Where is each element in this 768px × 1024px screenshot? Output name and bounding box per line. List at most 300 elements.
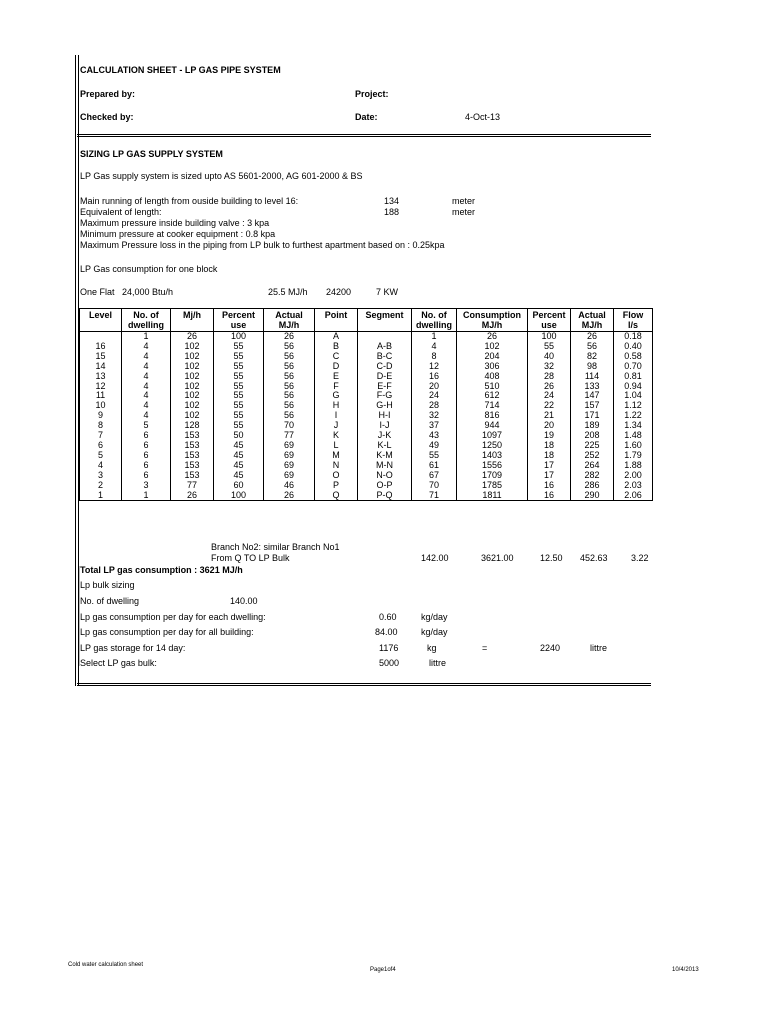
column-header xyxy=(171,309,214,332)
branch-line2: From Q TO LP Bulk xyxy=(211,553,290,563)
main-run-unit: meter xyxy=(452,196,476,206)
table-cell: E-F xyxy=(358,382,412,392)
table-cell: 67 xyxy=(412,471,457,481)
column-header xyxy=(264,309,315,332)
table-cell: 9 xyxy=(80,411,122,421)
table-cell: 20 xyxy=(528,421,571,431)
table-cell: 18 xyxy=(528,441,571,451)
table-cell: P xyxy=(315,481,358,491)
table-cell: 100 xyxy=(528,332,571,342)
table-cell: 171 xyxy=(571,411,614,421)
table-cell: K-M xyxy=(358,451,412,461)
date-label: Date: xyxy=(355,112,378,122)
column-header-line1: Level xyxy=(88,310,112,320)
table-cell: 55 xyxy=(214,382,264,392)
table-cell: 1.12 xyxy=(614,401,653,411)
branch-value-4: 452.63 xyxy=(580,553,608,563)
main-run-value: 134 xyxy=(384,196,400,206)
column-header-line2 xyxy=(80,320,121,330)
table-cell: 1556 xyxy=(457,461,528,471)
table-cell: 17 xyxy=(528,471,571,481)
table-cell: 98 xyxy=(571,362,614,372)
table-cell: 252 xyxy=(571,451,614,461)
storage-value: 1176 xyxy=(379,643,399,653)
table-cell: 100 xyxy=(214,332,264,342)
table-cell: H xyxy=(315,401,358,411)
table-cell: 24 xyxy=(412,391,457,401)
table-header-row xyxy=(80,309,653,332)
table-cell: N-O xyxy=(358,471,412,481)
table-cell: J xyxy=(315,421,358,431)
table-cell: 45 xyxy=(214,441,264,451)
table-row xyxy=(80,411,653,421)
table-cell: 4 xyxy=(80,461,122,471)
table-row xyxy=(80,391,653,401)
storage-label: LP gas storage for 14 day: xyxy=(80,643,186,653)
table-cell: 102 xyxy=(171,391,214,401)
table-cell: 70 xyxy=(264,421,315,431)
table-cell: 208 xyxy=(571,431,614,441)
all-building-unit: kg/day xyxy=(421,627,448,637)
table-cell: 69 xyxy=(264,471,315,481)
table-cell: 102 xyxy=(171,372,214,382)
table-cell: 26 xyxy=(264,491,315,501)
table-cell: 49 xyxy=(412,441,457,451)
table-cell: B-C xyxy=(358,352,412,362)
storage-unit: kg xyxy=(427,643,437,653)
table-cell: 56 xyxy=(264,362,315,372)
table-cell: 12 xyxy=(412,362,457,372)
table-cell: 153 xyxy=(171,431,214,441)
branch-value-1: 142.00 xyxy=(421,553,449,563)
table-cell: 2.00 xyxy=(614,471,653,481)
bottom-divider xyxy=(77,683,651,686)
table-cell: 55 xyxy=(412,451,457,461)
table-cell: G-H xyxy=(358,401,412,411)
table-cell: 1 xyxy=(412,332,457,342)
table-cell: 19 xyxy=(528,431,571,441)
table-cell: 45 xyxy=(214,461,264,471)
table-cell: 816 xyxy=(457,411,528,421)
table-cell: 133 xyxy=(571,382,614,392)
column-header-line1: Actual xyxy=(578,310,606,320)
table-cell: 24 xyxy=(528,391,571,401)
table-cell: 56 xyxy=(264,391,315,401)
table-cell: 40 xyxy=(528,352,571,362)
table-cell: 55 xyxy=(214,421,264,431)
table-cell: 0.40 xyxy=(614,342,653,352)
table-cell: 6 xyxy=(122,451,171,461)
table-cell: 114 xyxy=(571,372,614,382)
table-cell: 147 xyxy=(571,391,614,401)
max-pressure-text: Maximum pressure inside building valve : 3 kpa xyxy=(80,218,270,228)
max-loss-text: Maximum Pressure loss in the piping from LP bulk to furthest apartment based on : 0.25kpa xyxy=(80,240,445,250)
table-cell: 56 xyxy=(571,342,614,352)
table-cell: 4 xyxy=(122,391,171,401)
footer-date: 10/4/2013 xyxy=(672,967,699,973)
table-cell: O-P xyxy=(358,481,412,491)
table-cell: 26 xyxy=(457,332,528,342)
table-cell: 1.34 xyxy=(614,421,653,431)
table-cell: 32 xyxy=(412,411,457,421)
table-cell: 13 xyxy=(80,372,122,382)
table-cell: Q xyxy=(315,491,358,501)
table-cell: 61 xyxy=(412,461,457,471)
table-cell: 3 xyxy=(80,471,122,481)
dwelling-value: 140.00 xyxy=(230,596,258,606)
table-cell: C-D xyxy=(358,362,412,372)
storage-litre: 2240 xyxy=(540,643,561,653)
header-divider xyxy=(77,134,651,137)
column-header-line1: Percent xyxy=(532,310,566,320)
storage-litre-unit: littre xyxy=(590,643,608,653)
table-cell: 56 xyxy=(264,382,315,392)
table-cell: 4 xyxy=(122,362,171,372)
one-flat-label: One Flat xyxy=(80,287,115,297)
standard-text: LP Gas supply system is sized upto AS 5601-2000, AG 601-2000 & BS xyxy=(80,171,363,181)
table-cell: 153 xyxy=(171,471,214,481)
table-cell: 510 xyxy=(457,382,528,392)
one-flat-24200: 24200 xyxy=(326,287,352,297)
table-row xyxy=(80,471,653,481)
column-header-line2 xyxy=(171,320,213,330)
table-cell: 43 xyxy=(412,431,457,441)
table-cell: 102 xyxy=(171,342,214,352)
table-cell: 56 xyxy=(264,352,315,362)
table-cell: 408 xyxy=(457,372,528,382)
select-label: Select LP gas bulk: xyxy=(80,658,157,668)
table-cell: 1250 xyxy=(457,441,528,451)
table-cell: 16 xyxy=(412,372,457,382)
table-cell: M-N xyxy=(358,461,412,471)
footer-page: Page1of4 xyxy=(370,967,396,973)
table-cell: 55 xyxy=(214,391,264,401)
table-cell: H-I xyxy=(358,411,412,421)
table-cell: 46 xyxy=(264,481,315,491)
table-cell: 1 xyxy=(122,332,171,342)
table-cell: 60 xyxy=(214,481,264,491)
column-header-line2: l/s xyxy=(627,320,638,330)
table-cell: 306 xyxy=(457,362,528,372)
select-value: 5000 xyxy=(379,658,400,668)
calculation-table xyxy=(79,308,653,501)
table-cell: 4 xyxy=(122,411,171,421)
table-row xyxy=(80,362,653,372)
min-pressure-text: Minimum pressure at cooker equipment : 0.8 kpa xyxy=(80,229,276,239)
table-cell: A xyxy=(315,332,358,342)
column-header-line2: dwelling xyxy=(416,320,452,330)
table-cell: 55 xyxy=(214,372,264,382)
table-cell: 56 xyxy=(264,401,315,411)
one-flat-kw: 7 KW xyxy=(376,287,399,297)
table-cell: 157 xyxy=(571,401,614,411)
table-row xyxy=(80,441,653,451)
table-cell: 37 xyxy=(412,421,457,431)
table-cell: 1.88 xyxy=(614,461,653,471)
branch-value-5: 3.22 xyxy=(631,553,649,563)
table-cell: 1.04 xyxy=(614,391,653,401)
column-header xyxy=(122,309,171,332)
table-cell: 56 xyxy=(264,411,315,421)
table-cell: 3 xyxy=(122,481,171,491)
table-cell: D xyxy=(315,362,358,372)
column-header-line1: No. of xyxy=(421,310,447,320)
footer-left: Cold water calculation sheet xyxy=(68,962,144,968)
table-cell: 26 xyxy=(528,382,571,392)
table-cell: 1 xyxy=(122,491,171,501)
table-cell: 7 xyxy=(80,431,122,441)
column-header-line2: MJ/h xyxy=(278,320,300,330)
table-cell: 4 xyxy=(122,352,171,362)
table-row xyxy=(80,461,653,471)
column-header-line2: use xyxy=(541,320,557,330)
one-flat-btu: 24,000 Btu/h xyxy=(122,287,174,297)
table-cell: 26 xyxy=(571,332,614,342)
column-header-line2: MJ/h xyxy=(581,320,603,330)
branch-value-3: 12.50 xyxy=(540,553,563,563)
table-cell: 70 xyxy=(412,481,457,491)
table-cell: 1709 xyxy=(457,471,528,481)
table-cell: 2.03 xyxy=(614,481,653,491)
table-cell: 55 xyxy=(214,362,264,372)
table-cell: 1811 xyxy=(457,491,528,501)
column-header xyxy=(358,309,412,332)
table-cell: 102 xyxy=(171,362,214,372)
table-cell: 71 xyxy=(412,491,457,501)
dwelling-label: No. of dwelling xyxy=(80,596,140,606)
table-cell: 4 xyxy=(122,342,171,352)
table-cell: 612 xyxy=(457,391,528,401)
table-cell: 1.48 xyxy=(614,431,653,441)
column-header-line1: No. of xyxy=(133,310,159,320)
total-consumption: Total LP gas consumption : 3621 MJ/h xyxy=(80,565,243,575)
table-cell: 102 xyxy=(171,352,214,362)
table-cell: 77 xyxy=(171,481,214,491)
column-header-line1: Actual xyxy=(275,310,303,320)
table-cell: 32 xyxy=(528,362,571,372)
table-row xyxy=(80,332,653,342)
table-cell: 26 xyxy=(171,491,214,501)
table-cell: 16 xyxy=(80,342,122,352)
table-row xyxy=(80,352,653,362)
table-cell: 56 xyxy=(264,342,315,352)
table-cell: 16 xyxy=(528,491,571,501)
table-cell: C xyxy=(315,352,358,362)
table-cell: 69 xyxy=(264,461,315,471)
table-cell: 20 xyxy=(412,382,457,392)
column-header-line2: use xyxy=(230,320,247,330)
table-cell: 1 xyxy=(80,491,122,501)
table-row xyxy=(80,431,653,441)
table-cell: 15 xyxy=(80,352,122,362)
table-cell: D-E xyxy=(358,372,412,382)
branch-line1: Branch No2: similar Branch No1 xyxy=(211,542,340,552)
table-cell: 6 xyxy=(122,431,171,441)
column-header xyxy=(614,309,653,332)
table-cell: O xyxy=(315,471,358,481)
table-cell: B xyxy=(315,342,358,352)
table-cell: 1.60 xyxy=(614,441,653,451)
table-cell: 5 xyxy=(80,451,122,461)
table-cell: 1.79 xyxy=(614,451,653,461)
table-cell: 102 xyxy=(457,342,528,352)
table-cell: 153 xyxy=(171,461,214,471)
table-cell: 4 xyxy=(122,382,171,392)
table-cell: M xyxy=(315,451,358,461)
table-cell: 26 xyxy=(264,332,315,342)
table-row xyxy=(80,491,653,501)
table-cell: 18 xyxy=(528,451,571,461)
per-dwelling-label: Lp gas consumption per day for each dwelling: xyxy=(80,612,266,622)
table-cell: 0.81 xyxy=(614,372,653,382)
table-cell: K xyxy=(315,431,358,441)
table-cell: 12 xyxy=(80,382,122,392)
table-cell: 264 xyxy=(571,461,614,471)
table-cell: 55 xyxy=(528,342,571,352)
table-cell: 0.58 xyxy=(614,352,653,362)
column-header-line1: Point xyxy=(324,310,348,320)
table-cell: A-B xyxy=(358,342,412,352)
table-cell: 2.06 xyxy=(614,491,653,501)
table-cell: 189 xyxy=(571,421,614,431)
table-cell: 290 xyxy=(571,491,614,501)
table-cell: 100 xyxy=(214,491,264,501)
table-cell: 82 xyxy=(571,352,614,362)
column-header xyxy=(80,309,122,332)
sheet-title: CALCULATION SHEET - LP GAS PIPE SYSTEM xyxy=(80,65,281,75)
table-cell: 102 xyxy=(171,411,214,421)
table-cell: F xyxy=(315,382,358,392)
table-cell: 4 xyxy=(122,401,171,411)
table-cell: 26 xyxy=(171,332,214,342)
column-header xyxy=(214,309,264,332)
column-header xyxy=(412,309,457,332)
column-header-line2: MJ/h xyxy=(481,320,503,330)
column-header-line1: Segment xyxy=(365,310,404,320)
table-cell: 28 xyxy=(412,401,457,411)
storage-eq: = xyxy=(482,643,488,653)
table-row xyxy=(80,342,653,352)
table-cell: 55 xyxy=(214,401,264,411)
select-unit: littre xyxy=(429,658,447,668)
table-row xyxy=(80,451,653,461)
column-header xyxy=(315,309,358,332)
table-cell: J-K xyxy=(358,431,412,441)
one-flat-mj: 25.5 MJ/h xyxy=(268,287,308,297)
table-cell: K-L xyxy=(358,441,412,451)
table-cell: 69 xyxy=(264,441,315,451)
table-cell: 0.94 xyxy=(614,382,653,392)
date-value: 4-Oct-13 xyxy=(465,112,501,122)
prepared-label: Prepared by: xyxy=(80,89,136,99)
all-building-value: 84.00 xyxy=(375,627,398,637)
branch-value-2: 3621.00 xyxy=(481,553,514,563)
table-cell: 1785 xyxy=(457,481,528,491)
table-cell: E xyxy=(315,372,358,382)
column-header-line1: Percent xyxy=(221,310,256,320)
table-cell: 0.18 xyxy=(614,332,653,342)
all-building-label: Lp gas consumption per day for all building: xyxy=(80,627,254,637)
table-row xyxy=(80,481,653,491)
table-cell: 55 xyxy=(214,352,264,362)
column-header-line2 xyxy=(315,320,357,330)
table-cell: 1097 xyxy=(457,431,528,441)
section-title: SIZING LP GAS SUPPLY SYSTEM xyxy=(80,149,223,159)
table-cell: 282 xyxy=(571,471,614,481)
table-cell: 0.70 xyxy=(614,362,653,372)
table-cell: 6 xyxy=(80,441,122,451)
table-row xyxy=(80,382,653,392)
equiv-unit: meter xyxy=(452,207,476,217)
table-cell: 10 xyxy=(80,401,122,411)
table-cell: 6 xyxy=(122,441,171,451)
table-cell: 45 xyxy=(214,471,264,481)
column-header-line1: Flow xyxy=(622,310,644,320)
main-run-label: Main running of length from ouside building to level 16: xyxy=(80,196,299,206)
table-cell: N xyxy=(315,461,358,471)
table-cell: I xyxy=(315,411,358,421)
table-cell: 225 xyxy=(571,441,614,451)
table-cell: 4 xyxy=(122,372,171,382)
table-cell: 45 xyxy=(214,451,264,461)
table-cell: 128 xyxy=(171,421,214,431)
table-cell: 714 xyxy=(457,401,528,411)
table-cell: 4 xyxy=(412,342,457,352)
checked-label: Checked by: xyxy=(80,112,134,122)
column-header-line2 xyxy=(358,320,411,330)
table-cell: L xyxy=(315,441,358,451)
table-cell: G xyxy=(315,391,358,401)
consumption-block-text: LP Gas consumption for one block xyxy=(80,264,218,274)
table-row xyxy=(80,401,653,411)
table-cell: 1403 xyxy=(457,451,528,461)
table-cell: 102 xyxy=(171,401,214,411)
table-cell: 77 xyxy=(264,431,315,441)
table-cell: 1.22 xyxy=(614,411,653,421)
per-dwelling-value: 0.60 xyxy=(379,612,397,622)
table-cell: 21 xyxy=(528,411,571,421)
table-row xyxy=(80,372,653,382)
left-border-outer xyxy=(75,55,76,686)
column-header-line1: Mj/h xyxy=(183,310,201,320)
column-header xyxy=(457,309,528,332)
table-cell: 6 xyxy=(122,461,171,471)
table-cell: I-J xyxy=(358,421,412,431)
table-cell: P-Q xyxy=(358,491,412,501)
project-label: Project: xyxy=(355,89,389,99)
table-cell: 5 xyxy=(122,421,171,431)
table-cell: 6 xyxy=(122,471,171,481)
table-cell: 56 xyxy=(264,372,315,382)
table-cell: 14 xyxy=(80,362,122,372)
table-cell: 28 xyxy=(528,372,571,382)
column-header xyxy=(528,309,571,332)
table-cell: 8 xyxy=(412,352,457,362)
column-header xyxy=(571,309,614,332)
equiv-label: Equivalent of length: xyxy=(80,207,162,217)
table-cell: 50 xyxy=(214,431,264,441)
table-cell: 55 xyxy=(214,411,264,421)
table-cell: 11 xyxy=(80,391,122,401)
table-cell: 286 xyxy=(571,481,614,491)
table-row xyxy=(80,421,653,431)
table-cell: 153 xyxy=(171,441,214,451)
table-cell: 102 xyxy=(171,382,214,392)
table-cell: 944 xyxy=(457,421,528,431)
column-header-line2: dwelling xyxy=(128,320,164,330)
column-header-line1: Consumption xyxy=(463,310,521,320)
table-cell: 55 xyxy=(214,342,264,352)
